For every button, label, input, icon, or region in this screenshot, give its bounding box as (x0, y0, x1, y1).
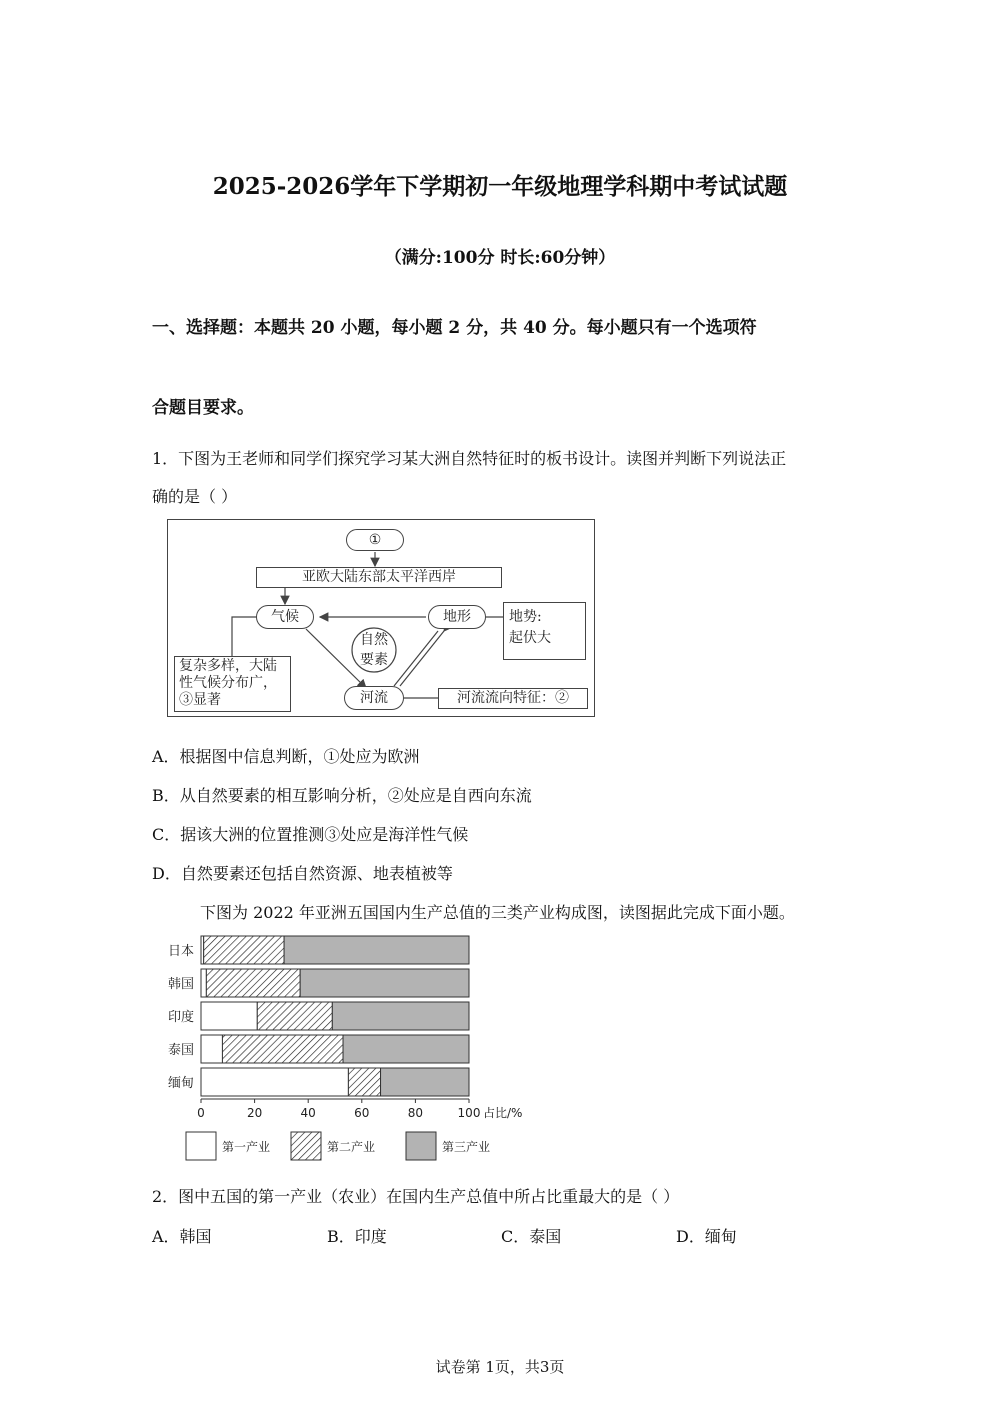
category-label: 泰国 (168, 1043, 195, 1058)
x-tick-label: 80 (407, 1106, 424, 1120)
q2-option-a: A．韩国 (152, 1227, 212, 1246)
legend-swatch (186, 1132, 216, 1160)
q1-option-c: C．据该大洲的位置推测③处应是海洋性气候 (152, 825, 469, 844)
bar-1-1 (201, 969, 206, 997)
terrain-note-line2: 起伏大 (509, 629, 551, 646)
page-footer: 试卷第 1页，共3页 (435, 1358, 565, 1376)
x-tick-label: 20 (246, 1106, 263, 1120)
legend-swatch (406, 1132, 436, 1160)
terrain-note-line1: 地势: (509, 609, 542, 625)
q1-stem-line1: 1．下图为王老师和同学们探究学习某大洲自然特征时的板书设计。读图并判断下列说法正 (152, 449, 787, 468)
category-label: 缅甸 (168, 1076, 195, 1091)
industry-structure-chart (160, 930, 540, 1170)
bar-3-2 (332, 1002, 469, 1030)
bar-1-4 (201, 1068, 348, 1096)
section-heading-line2: 合题目要求。 (152, 398, 254, 418)
q1-diagram (167, 519, 595, 717)
bar-1-2 (201, 1002, 257, 1030)
q1-stem-line2: 确的是（ ） (152, 487, 238, 506)
climate-note-line2: 性气候分布广， (179, 675, 277, 691)
q1-option-a: A．根据图中信息判断，①处应为欧洲 (152, 747, 420, 766)
category-label: 日本 (168, 944, 195, 959)
climate-note-line3: ③显著 (179, 692, 221, 708)
bar-2-4 (348, 1068, 380, 1096)
bar-3-1 (300, 969, 469, 997)
bar-1-3 (201, 1035, 222, 1063)
bar-2-0 (204, 936, 284, 964)
category-label: 印度 (168, 1010, 195, 1025)
diagram-node-climate: 气候 (256, 605, 314, 629)
diagram-node-river: 河流 (344, 686, 404, 710)
diagram-climate-note (174, 656, 291, 712)
arrow-climate-to-river (306, 629, 366, 688)
exam-meta: （满分:100分 时长:60分钟） (384, 248, 616, 268)
x-tick-label: 0 (197, 1106, 205, 1120)
q2-stem: 2．图中五国的第一产业（农业）在国内生产总值中所占比重最大的是（ ） (152, 1187, 680, 1206)
x-axis-label: 占比/% (483, 1106, 523, 1120)
diagram-terrain-note (503, 602, 586, 660)
diagram-node-terrain: 地形 (428, 605, 486, 629)
category-label: 韩国 (168, 977, 195, 992)
legend-swatch (291, 1132, 321, 1160)
page-title: 2025-2026学年下学期初一年级地理学科期中考试试题 (212, 173, 788, 200)
diagram-river-note: 河流流向特征：② (438, 688, 588, 709)
center-label-line1: 自然 (360, 632, 388, 648)
q2-option-b: B．印度 (327, 1227, 387, 1246)
bar-3-3 (343, 1035, 469, 1063)
legend-label: 第二产业 (327, 1140, 376, 1154)
section-heading-line1: 一、选择题：本题共 20 小题，每小题 2 分，共 40 分。每小题只有一个选项符 (152, 318, 757, 338)
x-tick-label: 100 (457, 1106, 481, 1120)
q2-option-d: D．缅甸 (676, 1227, 737, 1246)
q1-option-b: B．从自然要素的相互影响分析，②处应是自西向东流 (152, 786, 532, 805)
bar-2-1 (206, 969, 300, 997)
x-tick-label: 40 (300, 1106, 316, 1120)
legend-label: 第一产业 (222, 1140, 271, 1154)
chart-intro: 下图为 2022 年亚洲五国国内生产总值的三类产业构成图，读图据此完成下面小题。 (200, 903, 795, 922)
bar-2-2 (257, 1002, 332, 1030)
legend-label: 第三产业 (442, 1140, 491, 1154)
double-line-terrain-river-b (400, 631, 444, 686)
x-tick-label: 60 (354, 1106, 370, 1120)
center-label-line2: 要素 (360, 652, 388, 668)
chart-svg (160, 930, 540, 1170)
climate-note-line1: 复杂多样，大陆 (179, 658, 277, 674)
double-line-terrain-river-a (394, 631, 438, 686)
diagram-node-continent: ① (346, 529, 404, 551)
q1-option-d: D．自然要素还包括自然资源、地表植被等 (152, 864, 453, 883)
q2-option-c: C．泰国 (501, 1227, 562, 1246)
bar-2-3 (222, 1035, 343, 1063)
bar-3-0 (284, 936, 469, 964)
diagram-node-location: 亚欧大陆东部太平洋西岸 (256, 567, 502, 588)
diagram-center-label (358, 630, 390, 670)
bar-3-4 (381, 1068, 469, 1096)
